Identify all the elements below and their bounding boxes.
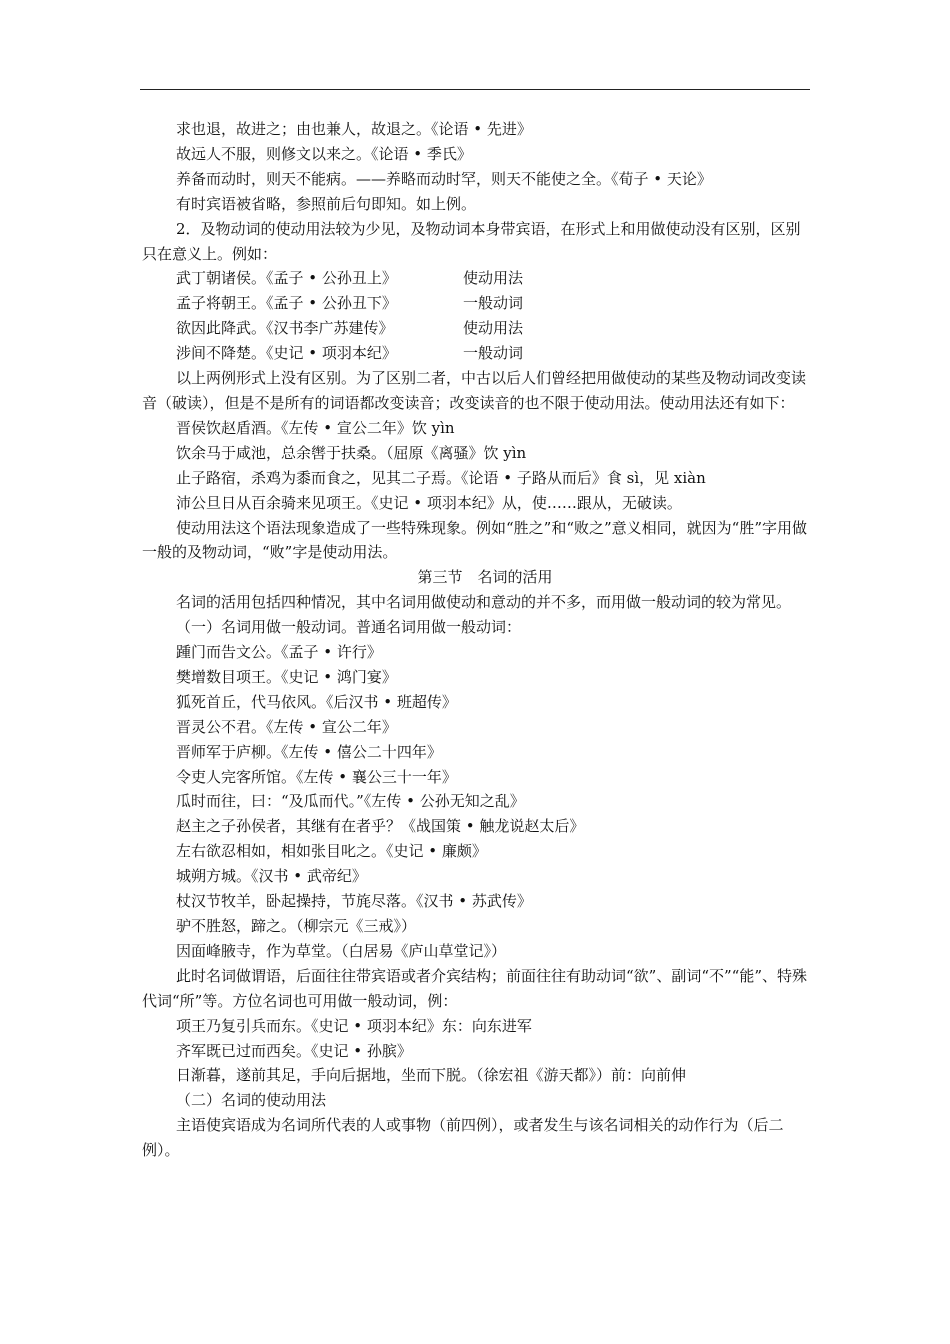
subheading-one: （一）名词用做一般动词。普通名词用做一般动词：	[176, 618, 522, 637]
compare-row	[142, 266, 810, 291]
compare-row	[142, 291, 810, 316]
compare-source: 涉间不降楚。《史记 • 项羽本纪》	[176, 344, 397, 363]
compare-source: 武丁朝诸侯。《孟子 • 公孙丑上》	[176, 269, 397, 288]
compare-kind: 一般动词	[463, 294, 524, 313]
paragraph-reading: 以上两例形式上没有区别。为了区别二者，中古以后人们曾经把用做使动的某些及物动词改变读音（破读），但是不是所有的词语都改变读音；改变读音的也不限于使动用法。使动用法还有如下：	[142, 369, 807, 412]
paragraph-noun-intro: 名词的活用包括四种情况，其中名词用做使动和意动的并不多，而用做一般动词的较为常见。	[176, 593, 792, 612]
text-line: 故远人不服，则修文以来之。《论语 • 季氏》	[176, 144, 472, 163]
example-line: 赵主之子孙侯者，其继有在者乎？《战国策 • 触龙说赵太后》	[176, 817, 585, 836]
compare-kind: 一般动词	[463, 344, 524, 363]
compare-source: 欲因此降武。《汉书李广苏建传》	[176, 319, 394, 338]
example-line: 狐死首丘，代马依风。《后汉书 • 班超传》	[176, 692, 457, 711]
subheading-two: （二）名词的使动用法	[176, 1091, 327, 1110]
example-line: 左右欲忍相如，相如张目叱之。《史记 • 廉颇》	[176, 842, 487, 861]
compare-source: 孟子将朝王。《孟子 • 公孙丑下》	[176, 294, 397, 313]
example-line: 瓜时而往，曰：“及瓜而代。”《左传 • 公孙无知之乱》	[176, 792, 525, 811]
example-line: 晋灵公不君。《左传 • 宣公二年》	[176, 717, 397, 736]
paragraph-causative: 主语使宾语成为名词所代表的人或事物（前四例），或者发生与该名词相关的动作行为（后二例）。	[142, 1116, 784, 1160]
compare-kind: 使动用法	[463, 269, 524, 288]
example-line: 杖汉节牧羊，卧起操持，节旄尽落。《汉书 • 苏武传》	[176, 892, 532, 911]
text-line: 有时宾语被省略，参照前后句即知。如上例。	[176, 194, 477, 213]
text-line: 养备而动时，则天不能病。——养略而动时罕，则天不能使之全。《荀子 • 天论》	[176, 169, 712, 188]
paragraph-transitive: 2．及物动词的使动用法较为少见，及物动词本身带宾语，在形式上和用做使动没有区别，区别只在意义上。例如：	[142, 219, 801, 263]
document-body	[142, 117, 810, 1163]
example-line: 驴不胜怒，蹄之。（柳宗元《三戒》）	[176, 917, 417, 935]
example-line: 踵门而告文公。《孟子 • 许行》	[176, 643, 382, 662]
text-line: 晋侯饮赵盾酒。《左传 • 宣公二年》饮 yìn	[176, 418, 455, 437]
compare-kind: 使动用法	[463, 319, 524, 338]
example-line: 令吏人完客所馆。《左传 • 襄公三十一年》	[176, 767, 457, 786]
text-line: 求也退，故进之；由也兼人，故退之。《论语 • 先进》	[176, 120, 532, 138]
section-title: 第三节 名词的活用	[417, 568, 553, 587]
text-line: 沛公旦日从百余骑来见项王。《史记 • 项羽本纪》从，使……跟从，无破读。	[176, 493, 682, 512]
compare-row	[142, 341, 810, 366]
paragraph-predicate: 此时名词做谓语，后面往往带宾语或者介宾结构；前面往往有助动词“欲”、副词“不”“能”、特殊代词“所”等。方位名词也可用做一般动词，例：	[142, 966, 808, 1010]
compare-row	[142, 316, 810, 341]
paragraph-special: 使动用法这个语法现象造成了一些特殊现象。例如“胜之”和“败之”意义相同，就因为“胜”字用做一般的及物动词，“败”字是使动用法。	[142, 518, 808, 562]
example-line: 城朔方城。《汉书 • 武帝纪》	[176, 867, 367, 886]
text-line: 止子路宿，杀鸡为黍而食之，见其二子焉。《论语 • 子路从而后》食 sì，见 xiàn	[176, 468, 706, 487]
example-line: 因面峰腋寺，作为草堂。（白居易《庐山草堂记》）	[176, 941, 507, 960]
example-line: 项王乃复引兵而东。《史记 • 项羽本纪》东：向东进军	[176, 1016, 532, 1035]
example-line: 日渐暮，遂前其足，手向后据地，坐而下脱。（徐宏祖《游天都》）前：向前伸	[176, 1066, 687, 1085]
example-line: 晋师军于庐柳。《左传 • 僖公二十四年》	[176, 742, 442, 761]
header-rule	[140, 89, 810, 90]
example-line: 齐军既已过而西矣。《史记 • 孙膑》	[176, 1041, 412, 1060]
text-line: 饮余马于咸池，总余辔于扶桑。（屈原《离骚》饮 yìn	[176, 443, 527, 462]
example-line: 樊增数目项王。《史记 • 鸿门宴》	[176, 667, 397, 686]
